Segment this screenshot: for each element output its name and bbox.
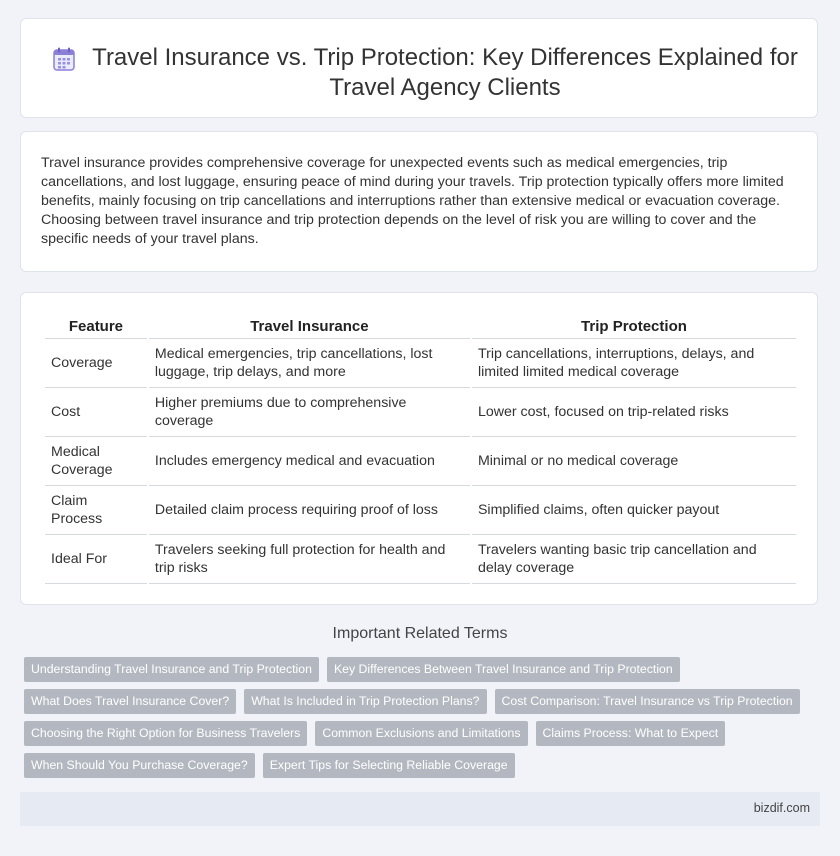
- table-row: [45, 535, 796, 584]
- feature-cell: Cost: [45, 388, 147, 437]
- travel-insurance-cell: Detailed claim process requiring proof of loss: [149, 486, 470, 535]
- trip-protection-cell: Lower cost, focused on trip-related risks: [472, 388, 796, 437]
- header-trip-protection: Trip Protection: [472, 316, 796, 339]
- related-term-tag[interactable]: Key Differences Between Travel Insurance and Trip Protection: [327, 657, 680, 682]
- intro-paragraph: Travel insurance provides comprehensive coverage for unexpected events such as medical emergencies, trip cancellations, and lost luggage, ensuring peace of mind during your travels. Trip protection typically offers more limited benefits, mainly focusing on trip cancellations and interruptions rather than extensive medical or evacuation coverage. Choosing between travel insurance and trip protection depends on the level of risk you are willing to cover and the specific needs of your travel plans.: [41, 155, 784, 247]
- travel-insurance-cell: Includes emergency medical and evacuation: [149, 437, 470, 486]
- header-feature: Feature: [45, 316, 147, 339]
- trip-protection-cell: Travelers wanting basic trip cancellation and delay coverage: [472, 535, 796, 584]
- table-row: [45, 339, 796, 388]
- related-term-tag[interactable]: Claims Process: What to Expect: [536, 721, 726, 746]
- related-term-tag[interactable]: What Is Included in Trip Protection Plans?: [244, 689, 486, 714]
- trip-protection-cell: Minimal or no medical coverage: [472, 437, 796, 486]
- comparison-table-card: [20, 292, 818, 605]
- trip-protection-cell: Simplified claims, often quicker payout: [472, 486, 796, 535]
- travel-insurance-cell: Medical emergencies, trip cancellations, lost luggage, trip delays, and more: [149, 339, 470, 388]
- feature-cell: Claim Process: [45, 486, 147, 535]
- table-row: [45, 437, 796, 486]
- related-term-tag[interactable]: Cost Comparison: Travel Insurance vs Trip Protection: [495, 689, 800, 714]
- title-card: [20, 18, 818, 118]
- footer-site-link[interactable]: bizdif.com: [753, 801, 810, 815]
- trip-protection-cell: Trip cancellations, interruptions, delays, and limited limited medical coverage: [472, 339, 796, 388]
- feature-cell: Ideal For: [45, 535, 147, 584]
- related-term-tag[interactable]: What Does Travel Insurance Cover?: [24, 689, 236, 714]
- table-header-row: [45, 316, 796, 339]
- related-term-tag[interactable]: Understanding Travel Insurance and Trip Protection: [24, 657, 319, 682]
- related-terms-list: [24, 657, 804, 785]
- related-term-tag[interactable]: Expert Tips for Selecting Reliable Coverage: [263, 753, 515, 778]
- related-terms-heading: Important Related Terms: [332, 625, 508, 642]
- table-row: [45, 486, 796, 535]
- related-term-tag[interactable]: Choosing the Right Option for Business Travelers: [24, 721, 307, 746]
- feature-cell: Medical Coverage: [45, 437, 147, 486]
- table-row: [45, 388, 796, 437]
- related-term-tag[interactable]: When Should You Purchase Coverage?: [24, 753, 255, 778]
- intro-card: [20, 131, 818, 272]
- page-title: Travel Insurance vs. Trip Protection: Key Differences Explained for Travel Agency Clients: [92, 44, 798, 101]
- comparison-table: [43, 316, 798, 584]
- header-travel-insurance: Travel Insurance: [149, 316, 470, 339]
- feature-cell: Coverage: [45, 339, 147, 388]
- footer: [20, 792, 820, 826]
- travel-insurance-cell: Higher premiums due to comprehensive coverage: [149, 388, 470, 437]
- travel-insurance-cell: Travelers seeking full protection for health and trip risks: [149, 535, 470, 584]
- calendar-icon: [53, 47, 75, 71]
- related-term-tag[interactable]: Common Exclusions and Limitations: [315, 721, 527, 746]
